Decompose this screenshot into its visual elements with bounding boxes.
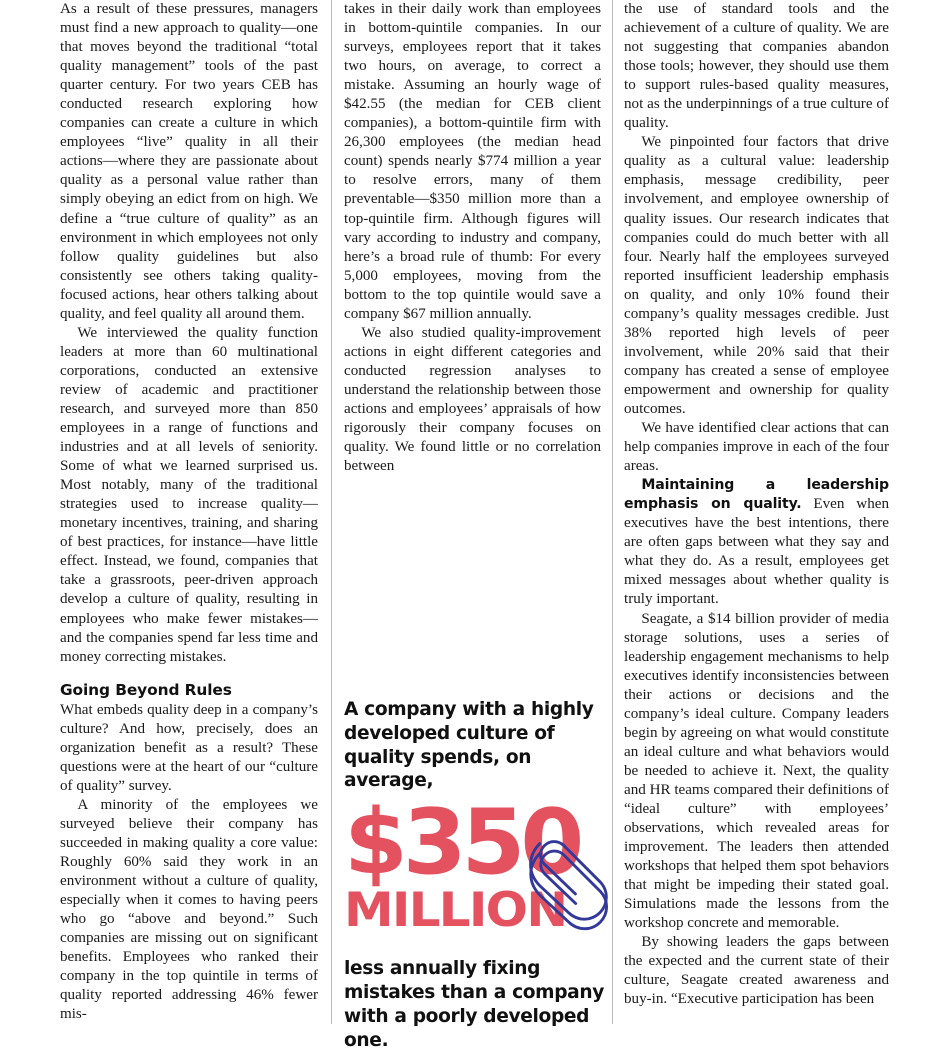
paragraph: the use of standard tools and the achievement of a culture of quality. We are not suggesting that companies abandon those tools; however, they should use them to support rules-based quality measures, not as the underpinnings of a true culture of quality.: [624, 1, 889, 132]
pullquote-infographic: [344, 698, 606, 1051]
runin-heading: Maintaining a leadership emphasis on quality.: [624, 477, 889, 513]
paragraph: We pinpointed four factors that drive quality as a cultural value: leadership emphasis, message credibility, peer involvement, and employee ownership of quality issues. Our research indicates that companies could do much better with all four. Nearly half the employees surveyed reported insufficient leadership emphasis on quality, and only 10% found their company’s quality messages credible. Just 38% reported high levels of peer involvement, while 20% said that their company has created a sense of employee empowerment and ownership for quality outcomes.: [624, 134, 889, 417]
paragraph: A minority of the employees we surveyed believe their company has succeeded in making quality a core value: Roughly 60% said they work in an environment without a culture of quality, especially when it comes to having peers who go “above and beyond.” Such companies are missing out on significant benefits. Employees who ranked their company in the top quintile in terms of quality reported addressing 46% fewer mis-: [60, 796, 318, 1023]
paragraph: As a result of these pressures, managers must find a new approach to quality—one that moves beyond the traditional “total quality management” tools of the past quarter century. For two years CEB has conducted research exploring how companies can create a culture in which employees “live” quality in all their actions—where they are passionate about quality as a personal value rather than simply obeying an edict from on high. We define a “true culture of quality” as an environment in which employees not only follow quality guidelines but also consistently see others taking quality-focused actions, hear others talking about quality, and feel quality all around them.: [60, 1, 318, 322]
paragraph: takes in their daily work than employees in bottom-quintile companies. In our surveys, employees report that it takes two hours, on average, to correct a mistake. Assuming an hourly wage of $42.55 (the median for CEB client companies), a bottom-quintile firm with 26,300 employees (the median head count) spends nearly $774 million a year to resolve errors, many of them preventable—$350 million more than a top-quintile firm. Although figures will vary according to industry and company, here’s a broad rule of thumb: For every 5,000 employees, moving from the bottom to the top quintile would save a company $67 million annually.: [344, 1, 601, 322]
paragraph-with-runin-heading: [624, 476, 889, 609]
pullquote-lead-text: A company with a highly developed culture of quality spends, on average,: [344, 699, 594, 792]
column-divider-left: [331, 0, 332, 1024]
paragraph: What embeds quality deep in a company’s culture? And how, precisely, does an organization benefit as a result? These questions were at the heart of our “culture of quality” survey.: [60, 701, 318, 794]
column-divider-right: [612, 0, 613, 1024]
text-column-right: [624, 0, 889, 1024]
paragraph: By showing leaders the gaps between the expected and the current state of their culture, Seagate created awareness and buy-in. “Executive participation has been: [624, 934, 889, 1008]
pullquote-amount: $350: [344, 790, 580, 896]
paragraph: We also studied quality-improvement actions in eight different categories and conducted regression analyses to understand the relationship between those actions and employees’ appraisals of how rigorously their company focuses on quality. We found little or no correlation between: [344, 324, 601, 475]
paragraph: We have identified clear actions that can help companies improve in each of the four areas.: [624, 420, 889, 475]
pullquote-figure: [344, 790, 606, 947]
pullquote-unit: MILLION: [344, 883, 567, 939]
paragraph: Seagate, a $14 billion provider of media storage solutions, uses a series of leadership engagement mechanisms to help executives identify inconsistencies between their actions or decisions and the company’s ideal culture. Company leaders begin by agreeing on what would constitute an ideal culture and what behaviors would be needed to achieve it. Next, the quality and HR teams compared their definitions of “ideal culture” with employees’ observations, which revealed areas for improvement. The leaders then attended workshops that helped them spot behaviors that might be impeding their stated goal. Simulations made the lessons from the workshop concrete and memorable.: [624, 610, 889, 932]
runin-body-text: Even when executives have the best intentions, there are often gaps between what they say and what they do. As a result, employees get mixed messages about whether quality is truly important.: [624, 496, 889, 608]
text-column-left: [60, 0, 318, 1024]
pullquote-trail-text: less annually fixing mistakes than a company with a poorly developed one.: [344, 958, 605, 1051]
section-heading-going-beyond-rules: Going Beyond Rules: [60, 680, 232, 699]
paragraph: We interviewed the quality function leaders at more than 60 multinational corporations, conducted an extensive review of academic and practitioner research, and surveyed more than 850 employees in a range of functions and industries and at all levels of seniority. Some of what we learned surprised us. Most notably, many of the traditional strategies used to increase quality—monetary incentives, training, and sharing of best practices, for instance—have little effect. Instead, we found, companies that take a grassroots, peer-driven approach develop a culture of quality, resulting in employees who make fewer mistakes—and the companies spend far less time and money correcting mistakes.: [60, 324, 318, 665]
